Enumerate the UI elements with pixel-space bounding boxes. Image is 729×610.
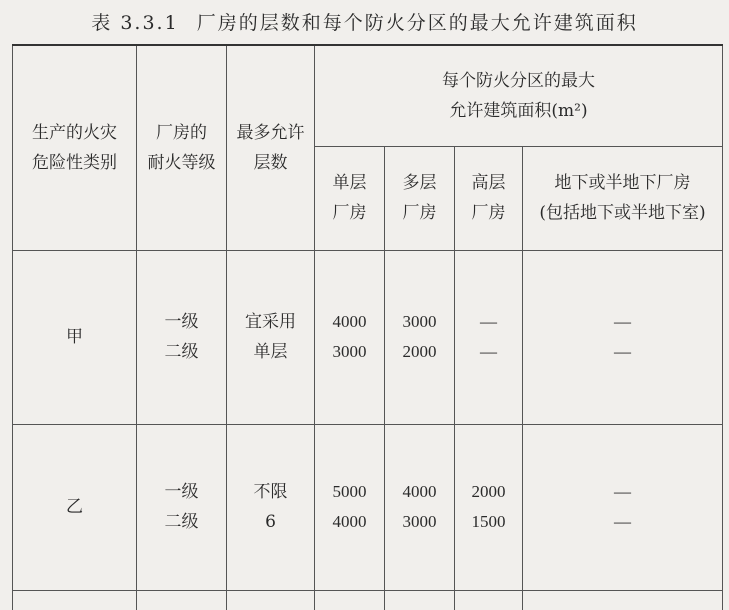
fire-compartment-table [12,44,723,610]
cell-high-rise: — — [455,250,523,424]
cell-category: 甲 [13,250,137,424]
table-row [13,424,723,590]
cell-single-storey: 4000 3000 [315,250,385,424]
header-multi-storey: 多层 厂房 [385,146,455,250]
cell-high-rise: 2000 1500 [455,424,523,590]
cell-max-floors: 不限 6 [227,424,315,590]
cell-multi-storey: 3000 2000 [385,250,455,424]
table-title: 厂房的层数和每个防火分区的最大允许建筑面积 [196,12,638,34]
cell-underground: — — [523,250,723,424]
header-single-storey: 单层 厂房 [315,146,385,250]
table-row [13,250,723,424]
cell-max-floors: 宜采用 单层 [227,250,315,424]
cell-category: 乙 [13,424,137,590]
cell-underground: — — [523,424,723,590]
cell-single-storey: 5000 4000 [315,424,385,590]
header-fire-rating: 厂房的 耐火等级 [137,45,227,250]
cell-fire-rating: 一级 二级 [137,424,227,590]
cell-multi-storey: 4000 3000 [385,424,455,590]
table-number: 表 3.3.1 [91,12,179,34]
header-max-floors: 最多允许 层数 [227,45,315,250]
table-caption [0,8,729,35]
header-high-rise: 高层 厂房 [455,146,523,250]
header-underground: 地下或半地下厂房 (包括地下或半地下室) [523,146,723,250]
header-area-group: 每个防火分区的最大 允许建筑面积(m²) [315,45,723,146]
header-category: 生产的火灾 危险性类别 [13,45,137,250]
table-row-continued [13,590,723,610]
cell-fire-rating: 一级 二级 [137,250,227,424]
